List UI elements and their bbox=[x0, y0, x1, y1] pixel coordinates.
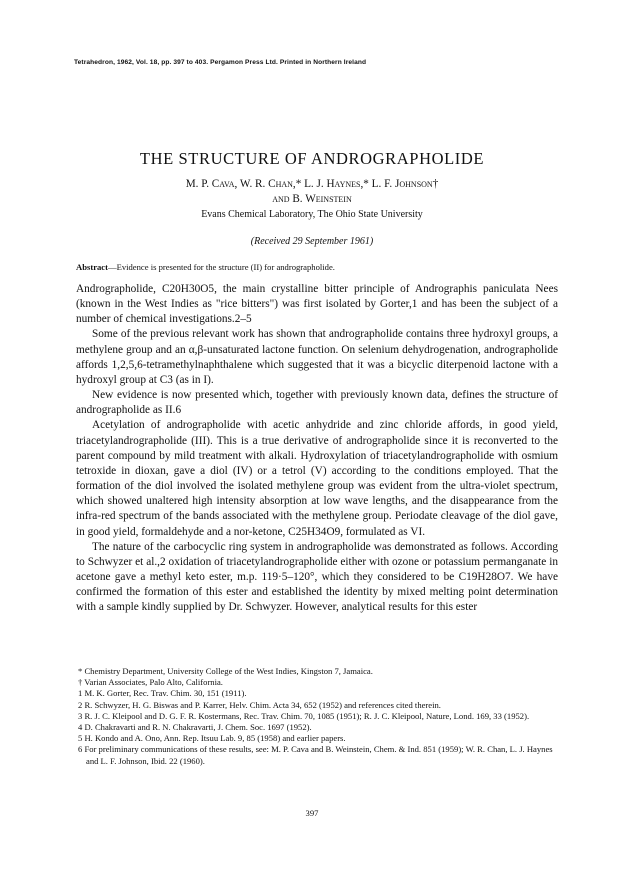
footnote: 1 M. K. Gorter, Rec. Trav. Chim. 30, 151 (1911). bbox=[78, 688, 247, 699]
received-date: (Received 29 September 1961) bbox=[250, 236, 374, 247]
paragraph-4: Acetylation of andrographolide with acetic anhydride and zinc chloride affords, in good yield, triacetylandrographolide (III). This is a true derivative of andrographolide since it is reconverted to the parent compound by mild treatment with alkali. Hydroxylation of triacetylandrographolide with osmium tetroxide in dioxan, gave a diol (IV) or a tetrol (V) according to the conditions employed. That the formation of the diol involved the isolated methylene group was evident from the ultra-violet spectrum, which showed unaltered high intensity absorption at low wave lengths, and the disappearance from the infra-red spectrum of the bands associated with the methylene group. Periodate cleavage of the diol gave, in good yield, formaldehyde and a nor-ketone, C25H34O9, formulated as VI. bbox=[76, 419, 558, 538]
abstract bbox=[76, 262, 556, 272]
body-text bbox=[76, 282, 558, 615]
footnote: 6 For preliminary communications of these results, see: M. P. Cava and B. Weinstein, Chem. & Ind. 851 (1959); W. R. Chan, L. J. Haynes and L. F. Johnson, Ibid. 22 (1960). bbox=[78, 744, 553, 766]
journal-header: Tetrahedron, 1962, Vol. 18, pp. 397 to 403. Pergamon Press Ltd. Printed in Northern Ireland bbox=[74, 59, 367, 66]
paragraph-1: Andrographolide, C20H30O5, the main crystalline bitter principle of Andrographis paniculata Nees (known in the West Indies as "rice bitters") was first isolated by Gorter,1 and has been the subject of a number of chemical investigations.2–5 bbox=[76, 283, 558, 326]
affiliation: Evans Chemical Laboratory, The Ohio State University bbox=[201, 209, 423, 220]
footnote: * Chemistry Department, University College of the West Indies, Kingston 7, Jamaica. bbox=[78, 666, 373, 676]
abstract-label: Abstract bbox=[76, 262, 108, 272]
footnote: † Varian Associates, Palo Alto, California. bbox=[78, 677, 223, 688]
footnote: 5 H. Kondo and A. Ono, Ann. Rep. Itsuu Lab. 9, 85 (1958) and earlier papers. bbox=[78, 733, 346, 744]
footnote: 2 R. Schwyzer, H. G. Biswas and P. Karrer, Helv. Chim. Acta 34, 652 (1952) and references cited therein. bbox=[78, 699, 441, 710]
paragraph-2: Some of the previous relevant work has shown that andrographolide contains three hydroxyl groups, a methylene group and an α,β-unsaturated lactone function. On selenium dehydrogenation, andrographolide affords 1,2,5,6-tetramethylnaphthalene which suggested that it was a bicyclic diterpenoid lactone with a hydroxyl group at C3 (as in I). bbox=[76, 328, 558, 386]
abstract-text: —Evidence is presented for the structure (II) for andrographolide. bbox=[107, 262, 335, 272]
article-title: THE STRUCTURE OF ANDROGRAPHOLIDE bbox=[139, 149, 485, 168]
footnote: 4 D. Chakravarti and R. N. Chakravarti, J. Chem. Soc. 1697 (1952). bbox=[78, 722, 312, 733]
authors-line-1: M. P. Cava, W. R. Chan,* L. J. Haynes,* L. F. Johnson† bbox=[185, 178, 439, 190]
paragraph-3: New evidence is now presented which, together with previously known data, defines the structure of andrographolide as II.6 bbox=[76, 389, 558, 417]
authors-line-2: and B. Weinstein bbox=[272, 193, 352, 205]
paragraph-5: The nature of the carbocyclic ring system in andrographolide was demonstrated as follows. According to Schwyzer et al.,2 oxidation of triacetylandrographolide either with ozone or potassium permanganate in acetone gave a methyl keto ester, m.p. 119·5–120°, which they considered to be C19H28O7. We have confirmed the formation of this ester and established the identity by mixed melting point determination with a sample kindly supplied by Dr. Schwyzer. However, analytical results for this ester bbox=[76, 540, 558, 614]
footnote: 3 R. J. C. Kleipool and D. G. F. R. Kostermans, Rec. Trav. Chim. 70, 1085 (1951); R. J. C. Kleipool, Nature, Lond. 169, 33 (1952). bbox=[78, 710, 530, 721]
footnotes bbox=[76, 666, 558, 767]
page-number: 397 bbox=[305, 808, 319, 818]
author-list bbox=[0, 177, 624, 207]
